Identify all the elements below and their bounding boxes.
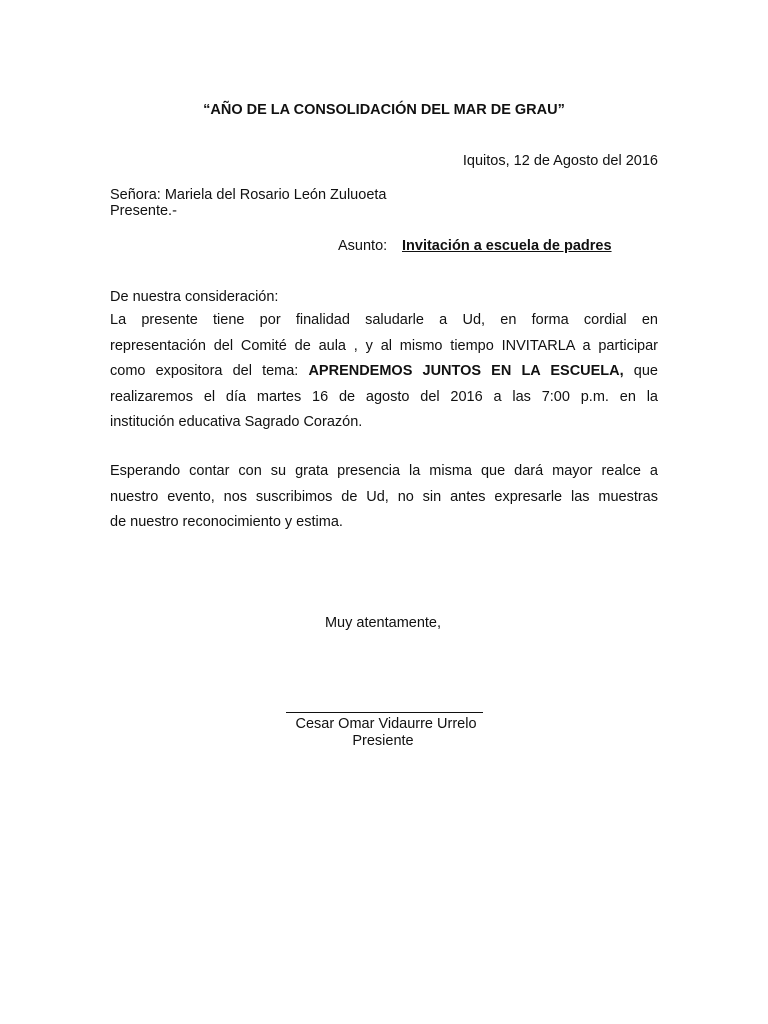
paragraph-line: representación del Comité de aula , y al mismo tiempo INVITARLA a participar bbox=[110, 337, 658, 354]
paragraph-line: Esperando contar con su grata presencia la misma que dará mayor realce a bbox=[110, 463, 658, 479]
recipient-name: Señora: Mariela del Rosario León Zuluoeta bbox=[110, 187, 387, 203]
paragraph-line bbox=[110, 359, 658, 385]
paragraph-text: como expositora del tema: bbox=[110, 363, 309, 380]
paragraph-line: nuestro evento, nos suscribimos de Ud, no sin antes expresarle las muestras bbox=[110, 488, 658, 505]
paragraph-line: institución educativa Sagrado Corazón. bbox=[110, 414, 363, 431]
recipient-presente: Presente.- bbox=[110, 203, 177, 219]
paragraph-line: de nuestro reconocimiento y estima. bbox=[110, 514, 343, 531]
subject-value: Invitación a escuela de padres bbox=[402, 238, 612, 254]
date-line: Iquitos, 12 de Agosto del 2016 bbox=[462, 153, 658, 169]
paragraph-line: realizaremos el día martes 16 de agosto del 2016 a las 7:00 p.m. en la bbox=[110, 388, 658, 405]
signer-name: Cesar Omar Vidaurre Urrelo bbox=[295, 716, 477, 732]
body-paragraph-2 bbox=[110, 459, 658, 536]
closing: Muy atentamente, bbox=[324, 615, 442, 631]
topic-title: APRENDEMOS JUNTOS EN LA ESCUELA, bbox=[308, 363, 624, 380]
paragraph-line: La presente tiene por finalidad saludarle a Ud, en forma cordial en bbox=[110, 312, 658, 328]
letter-title: “AÑO DE LA CONSOLIDACIÓN DEL MAR DE GRAU” bbox=[203, 102, 565, 118]
signer-role: Presiente bbox=[352, 733, 414, 749]
subject-label: Asunto: bbox=[338, 238, 388, 254]
body-paragraph-1 bbox=[110, 308, 658, 436]
paragraph-text: que bbox=[623, 363, 658, 380]
signature-line bbox=[286, 700, 483, 713]
greeting: De nuestra consideración: bbox=[110, 289, 279, 305]
